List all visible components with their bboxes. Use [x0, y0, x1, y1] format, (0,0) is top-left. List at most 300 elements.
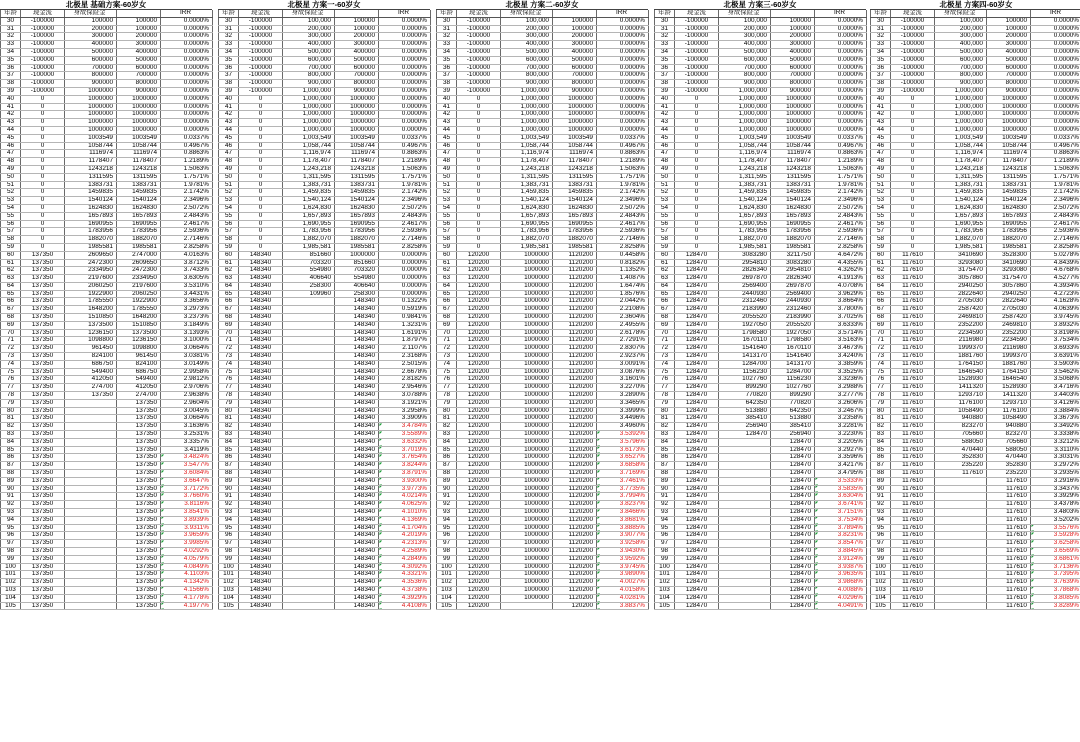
table-cell[interactable]: 73: [655, 353, 675, 361]
table-cell[interactable]: 1383731: [117, 181, 161, 189]
table-cell[interactable]: 72: [871, 345, 891, 353]
table-cell[interactable]: 83: [655, 431, 675, 439]
table-cell[interactable]: 51: [871, 181, 891, 189]
table-cell[interactable]: 900000: [987, 87, 1031, 95]
table-cell[interactable]: 1243218: [771, 165, 815, 173]
table-cell[interactable]: 2569400: [771, 290, 815, 298]
table-cell[interactable]: 3.5835%: [815, 485, 867, 493]
table-cell[interactable]: 4.0027%: [597, 579, 649, 587]
table-cell[interactable]: [283, 586, 335, 594]
table-cell[interactable]: 67: [655, 306, 675, 314]
table-cell[interactable]: 3.5477%: [161, 462, 213, 470]
table-cell[interactable]: 39: [1, 87, 21, 95]
table-cell[interactable]: 128470: [675, 501, 719, 509]
table-cell[interactable]: 0: [675, 103, 719, 111]
table-cell[interactable]: 600000: [65, 56, 117, 64]
table-cell[interactable]: 53: [437, 197, 457, 205]
table-cell[interactable]: 148340: [335, 563, 379, 571]
table-cell[interactable]: 1120200: [553, 353, 597, 361]
table-cell[interactable]: 0: [239, 165, 283, 173]
table-cell[interactable]: 33: [437, 41, 457, 49]
table-cell[interactable]: 0: [891, 119, 935, 127]
table-cell[interactable]: 961450: [117, 353, 161, 361]
table-cell[interactable]: 400,000: [501, 41, 553, 49]
table-cell[interactable]: 137350: [21, 477, 65, 485]
table-cell[interactable]: 300000: [65, 33, 117, 41]
table-cell[interactable]: 3.7654%: [379, 454, 431, 462]
table-cell[interactable]: 500000: [335, 56, 379, 64]
table-cell[interactable]: 43: [871, 119, 891, 127]
table-cell[interactable]: 137350: [117, 431, 161, 439]
table-cell[interactable]: 0.0000%: [379, 48, 431, 56]
table-cell[interactable]: 3.2935%: [1031, 470, 1080, 478]
table-cell[interactable]: -100000: [891, 48, 935, 56]
table-cell[interactable]: 32: [1, 33, 21, 41]
table-cell[interactable]: 148340: [335, 532, 379, 540]
table-cell[interactable]: 54: [871, 204, 891, 212]
table-cell[interactable]: 120200: [457, 353, 501, 361]
table-cell[interactable]: 0.0000%: [1031, 48, 1080, 56]
table-cell[interactable]: [935, 602, 987, 610]
table-cell[interactable]: 3.7894%: [815, 524, 867, 532]
table-cell[interactable]: [283, 314, 335, 322]
table-cell[interactable]: 412050: [117, 384, 161, 392]
table-cell[interactable]: [65, 438, 117, 446]
table-cell[interactable]: 137350: [21, 415, 65, 423]
table-cell[interactable]: 148340: [239, 267, 283, 275]
table-cell[interactable]: 2.7146%: [161, 236, 213, 244]
column-header[interactable]: IRR: [815, 10, 867, 17]
table-cell[interactable]: 80: [437, 407, 457, 415]
table-cell[interactable]: 1882070: [553, 236, 597, 244]
table-cell[interactable]: 46: [437, 142, 457, 150]
table-cell[interactable]: 55: [1, 212, 21, 220]
table-cell[interactable]: 148340: [239, 392, 283, 400]
table-cell[interactable]: -100000: [457, 56, 501, 64]
table-cell[interactable]: 700000: [335, 72, 379, 80]
table-cell[interactable]: 1120200: [553, 399, 597, 407]
table-cell[interactable]: 137350: [117, 423, 161, 431]
table-cell[interactable]: 120200: [457, 290, 501, 298]
table-cell[interactable]: 117610: [891, 353, 935, 361]
table-cell[interactable]: 49: [1, 165, 21, 173]
table-cell[interactable]: 1.9781%: [815, 181, 867, 189]
table-cell[interactable]: -100000: [891, 64, 935, 72]
table-cell[interactable]: 0.0000%: [815, 48, 867, 56]
table-cell[interactable]: 1000000: [501, 470, 553, 478]
table-cell[interactable]: 30: [655, 17, 675, 25]
table-cell[interactable]: 137350: [117, 493, 161, 501]
table-cell[interactable]: 4.3934%: [1031, 282, 1080, 290]
table-cell[interactable]: 128470: [675, 353, 719, 361]
table-cell[interactable]: 0: [457, 150, 501, 158]
table-cell[interactable]: 148340: [335, 594, 379, 602]
table-cell[interactable]: 1999370: [987, 353, 1031, 361]
table-cell[interactable]: 2352200: [935, 321, 987, 329]
table-cell[interactable]: 4.0579%: [161, 555, 213, 563]
table-cell[interactable]: 2.1742%: [815, 189, 867, 197]
table-cell[interactable]: 1882070: [987, 236, 1031, 244]
table-cell[interactable]: 68: [219, 314, 239, 322]
table-cell[interactable]: 0: [675, 181, 719, 189]
table-cell[interactable]: 148340: [335, 368, 379, 376]
table-cell[interactable]: [65, 555, 117, 563]
table-cell[interactable]: 2569400: [719, 282, 771, 290]
table-cell[interactable]: 600000: [987, 64, 1031, 72]
table-cell[interactable]: 91: [655, 493, 675, 501]
table-cell[interactable]: 128470: [675, 314, 719, 322]
table-cell[interactable]: 3.2373%: [161, 314, 213, 322]
table-cell[interactable]: 117610: [891, 501, 935, 509]
table-cell[interactable]: 554980: [283, 267, 335, 275]
table-cell[interactable]: 117610: [891, 579, 935, 587]
table-cell[interactable]: 82: [1, 423, 21, 431]
table-cell[interactable]: 31: [437, 25, 457, 33]
table-cell[interactable]: 3.8085%: [1031, 594, 1080, 602]
table-cell[interactable]: 92: [437, 501, 457, 509]
table-cell[interactable]: 1922900: [65, 290, 117, 298]
table-cell[interactable]: 109960: [283, 290, 335, 298]
table-cell[interactable]: [283, 392, 335, 400]
table-cell[interactable]: 5.0278%: [1031, 251, 1080, 259]
table-cell[interactable]: 1,985,581: [501, 243, 553, 251]
table-cell[interactable]: 128470: [771, 594, 815, 602]
table-cell[interactable]: 128470: [675, 392, 719, 400]
table-cell[interactable]: 3.5310%: [161, 282, 213, 290]
table-cell[interactable]: 137350: [65, 392, 117, 400]
table-cell[interactable]: [65, 547, 117, 555]
table-cell[interactable]: 554980: [335, 275, 379, 283]
table-cell[interactable]: 98: [1, 547, 21, 555]
table-cell[interactable]: 1.2189%: [161, 158, 213, 166]
table-cell[interactable]: 120200: [457, 446, 501, 454]
table-cell[interactable]: 1411320: [987, 392, 1031, 400]
table-cell[interactable]: 1000000: [553, 119, 597, 127]
table-cell[interactable]: 1764150: [987, 368, 1031, 376]
table-cell[interactable]: 3.9311%: [161, 524, 213, 532]
table-cell[interactable]: 148340: [239, 501, 283, 509]
table-cell[interactable]: 0: [891, 165, 935, 173]
table-cell[interactable]: 1624830: [117, 204, 161, 212]
table-cell[interactable]: 1,000,000: [501, 87, 553, 95]
table-cell[interactable]: 2.5936%: [379, 228, 431, 236]
table-cell[interactable]: 1178407: [335, 158, 379, 166]
table-cell[interactable]: 700,000: [719, 64, 771, 72]
table-cell[interactable]: 103: [655, 586, 675, 594]
table-cell[interactable]: 1540124: [65, 197, 117, 205]
table-cell[interactable]: 137350: [117, 532, 161, 540]
table-cell[interactable]: 1000000: [501, 571, 553, 579]
table-cell[interactable]: 80: [655, 407, 675, 415]
table-cell[interactable]: 3.4824%: [161, 454, 213, 462]
table-cell[interactable]: 3.9387%: [815, 563, 867, 571]
table-cell[interactable]: 92: [219, 501, 239, 509]
table-cell[interactable]: 1000000: [501, 501, 553, 509]
table-cell[interactable]: 57: [437, 228, 457, 236]
table-cell[interactable]: 1,003,549: [501, 134, 553, 142]
table-cell[interactable]: 2.5015%: [379, 360, 431, 368]
table-cell[interactable]: 1,116,974: [719, 150, 771, 158]
table-cell[interactable]: 120200: [457, 509, 501, 517]
table-cell[interactable]: 53: [655, 197, 675, 205]
table-cell[interactable]: 3.6084%: [161, 470, 213, 478]
table-cell[interactable]: 300,000: [719, 33, 771, 41]
table-cell[interactable]: 3293080: [935, 259, 987, 267]
table-cell[interactable]: 37: [437, 72, 457, 80]
table-cell[interactable]: 1459835: [771, 189, 815, 197]
table-cell[interactable]: 3.4431%: [161, 290, 213, 298]
table-cell[interactable]: 3.5462%: [1031, 368, 1080, 376]
table-cell[interactable]: [719, 493, 771, 501]
table-cell[interactable]: 58: [655, 236, 675, 244]
table-cell[interactable]: 99: [437, 555, 457, 563]
column-header[interactable]: 年龄: [871, 10, 891, 17]
table-cell[interactable]: 1690955: [117, 220, 161, 228]
table-cell[interactable]: 148340: [335, 345, 379, 353]
table-cell[interactable]: 4.0088%: [815, 586, 867, 594]
table-cell[interactable]: 1156230: [771, 376, 815, 384]
column-header[interactable]: 身故保险金: [501, 10, 553, 17]
table-cell[interactable]: 1000000: [501, 446, 553, 454]
table-cell[interactable]: 120200: [457, 540, 501, 548]
table-cell[interactable]: 3.7639%: [1031, 579, 1080, 587]
table-cell[interactable]: 52: [655, 189, 675, 197]
table-cell[interactable]: 60: [871, 251, 891, 259]
table-cell[interactable]: 62: [219, 267, 239, 275]
table-cell[interactable]: 117610: [891, 399, 935, 407]
table-cell[interactable]: 128470: [771, 501, 815, 509]
table-cell[interactable]: 117610: [987, 509, 1031, 517]
table-cell[interactable]: 1,459,835: [935, 189, 987, 197]
table-cell[interactable]: 0: [239, 197, 283, 205]
table-cell[interactable]: 800000: [335, 80, 379, 88]
table-cell[interactable]: 1.5063%: [1031, 165, 1080, 173]
table-cell[interactable]: 51: [1, 181, 21, 189]
table-cell[interactable]: [283, 399, 335, 407]
table-cell[interactable]: 33: [655, 41, 675, 49]
table-cell[interactable]: 120200: [553, 602, 597, 610]
table-cell[interactable]: 0.0000%: [815, 33, 867, 41]
table-cell[interactable]: 117610: [891, 415, 935, 423]
table-cell[interactable]: 1120200: [553, 267, 597, 275]
table-cell[interactable]: 117610: [891, 360, 935, 368]
table-cell[interactable]: 148340: [335, 353, 379, 361]
table-cell[interactable]: 0.0000%: [379, 282, 431, 290]
table-cell[interactable]: 148340: [335, 321, 379, 329]
table-cell[interactable]: 1,882,070: [719, 236, 771, 244]
table-cell[interactable]: 3.4496%: [597, 415, 649, 423]
table-cell[interactable]: 1000000: [501, 579, 553, 587]
table-cell[interactable]: 1120200: [553, 540, 597, 548]
table-cell[interactable]: [283, 415, 335, 423]
table-cell[interactable]: 148340: [239, 602, 283, 610]
table-cell[interactable]: 95: [1, 524, 21, 532]
table-cell[interactable]: 48: [655, 158, 675, 166]
table-cell[interactable]: 79: [655, 399, 675, 407]
table-cell[interactable]: 1120200: [553, 392, 597, 400]
table-cell[interactable]: 0: [675, 119, 719, 127]
table-cell[interactable]: 0.0337%: [161, 134, 213, 142]
table-cell[interactable]: 77: [1, 384, 21, 392]
table-cell[interactable]: 2060250: [65, 282, 117, 290]
table-cell[interactable]: 89: [655, 477, 675, 485]
table-cell[interactable]: 3083280: [771, 259, 815, 267]
table-cell[interactable]: 1.7571%: [597, 173, 649, 181]
table-cell[interactable]: 0.0000%: [815, 103, 867, 111]
table-cell[interactable]: 3.2927%: [815, 446, 867, 454]
table-cell[interactable]: 38: [437, 80, 457, 88]
table-cell[interactable]: -100000: [21, 80, 65, 88]
table-cell[interactable]: 1243218: [987, 165, 1031, 173]
table-cell[interactable]: 3.2358%: [815, 415, 867, 423]
table-cell[interactable]: [283, 360, 335, 368]
table-cell[interactable]: 120200: [457, 555, 501, 563]
table-cell[interactable]: 2234590: [987, 337, 1031, 345]
table-cell[interactable]: 128470: [675, 594, 719, 602]
table-cell[interactable]: 0: [891, 204, 935, 212]
table-cell[interactable]: 148340: [239, 446, 283, 454]
table-cell[interactable]: 87: [1, 462, 21, 470]
table-cell[interactable]: [719, 532, 771, 540]
table-cell[interactable]: 1000000: [987, 111, 1031, 119]
table-cell[interactable]: 2.4955%: [597, 321, 649, 329]
table-cell[interactable]: 3.3212%: [1031, 438, 1080, 446]
table-cell[interactable]: 32: [437, 33, 457, 41]
table-cell[interactable]: 851660: [335, 259, 379, 267]
table-cell[interactable]: 83: [1, 431, 21, 439]
table-cell[interactable]: 68: [437, 314, 457, 322]
table-cell[interactable]: 54: [219, 204, 239, 212]
table-cell[interactable]: 3.5333%: [815, 477, 867, 485]
table-cell[interactable]: 700000: [553, 72, 597, 80]
table-cell[interactable]: 55: [655, 212, 675, 220]
table-cell[interactable]: 0.0000%: [597, 87, 649, 95]
table-cell[interactable]: 63: [1, 275, 21, 283]
table-cell[interactable]: 3.9773%: [379, 485, 431, 493]
table-cell[interactable]: 1000000: [335, 119, 379, 127]
table-cell[interactable]: 1000000: [501, 360, 553, 368]
table-cell[interactable]: 1178407: [65, 158, 117, 166]
table-cell[interactable]: 3.7868%: [1031, 586, 1080, 594]
table-cell[interactable]: [719, 454, 771, 462]
table-cell[interactable]: 36: [219, 64, 239, 72]
table-cell[interactable]: 2197600: [65, 275, 117, 283]
table-cell[interactable]: 128470: [675, 438, 719, 446]
table-cell[interactable]: -100000: [675, 33, 719, 41]
table-cell[interactable]: 56: [655, 220, 675, 228]
table-cell[interactable]: 137350: [21, 353, 65, 361]
table-cell[interactable]: 65: [655, 290, 675, 298]
table-cell[interactable]: 300,000: [283, 33, 335, 41]
table-cell[interactable]: [65, 446, 117, 454]
table-cell[interactable]: 117610: [987, 516, 1031, 524]
table-cell[interactable]: 81: [219, 415, 239, 423]
table-cell[interactable]: 38: [871, 80, 891, 88]
table-cell[interactable]: -100000: [891, 41, 935, 49]
table-cell[interactable]: 470440: [987, 454, 1031, 462]
table-cell[interactable]: 120200: [457, 563, 501, 571]
table-cell[interactable]: 117610: [987, 571, 1031, 579]
table-cell[interactable]: 2.1742%: [597, 189, 649, 197]
table-cell[interactable]: 2.5072%: [597, 204, 649, 212]
table-cell[interactable]: 1000000: [501, 399, 553, 407]
table-cell[interactable]: 1003549: [65, 134, 117, 142]
table-cell[interactable]: 0: [457, 212, 501, 220]
table-cell[interactable]: -100000: [21, 87, 65, 95]
table-cell[interactable]: 1000000: [501, 555, 553, 563]
table-cell[interactable]: 97: [437, 540, 457, 548]
table-cell[interactable]: [65, 399, 117, 407]
table-cell[interactable]: 3.3859%: [815, 360, 867, 368]
table-cell[interactable]: 3.3357%: [161, 438, 213, 446]
table-cell[interactable]: 128470: [675, 477, 719, 485]
table-cell[interactable]: 3211750: [771, 251, 815, 259]
table-cell[interactable]: 406640: [283, 275, 335, 283]
table-cell[interactable]: 100: [655, 563, 675, 571]
table-cell[interactable]: 0: [457, 142, 501, 150]
table-cell[interactable]: 1922900: [117, 298, 161, 306]
table-cell[interactable]: 70: [219, 329, 239, 337]
table-cell[interactable]: 43: [1, 119, 21, 127]
table-cell[interactable]: 900000: [553, 87, 597, 95]
table-cell[interactable]: 137350: [117, 415, 161, 423]
table-cell[interactable]: 39: [871, 87, 891, 95]
table-cell[interactable]: 137350: [117, 454, 161, 462]
table-cell[interactable]: 137350: [21, 501, 65, 509]
table-cell[interactable]: [283, 368, 335, 376]
table-cell[interactable]: 0.4458%: [597, 251, 649, 259]
table-cell[interactable]: 99: [219, 555, 239, 563]
table-cell[interactable]: 0: [457, 158, 501, 166]
table-cell[interactable]: 47: [219, 150, 239, 158]
table-cell[interactable]: 3.2916%: [1031, 477, 1080, 485]
table-cell[interactable]: 0.9841%: [379, 314, 431, 322]
table-cell[interactable]: 1120200: [553, 547, 597, 555]
table-cell[interactable]: 117610: [987, 602, 1031, 610]
table-cell[interactable]: 117610: [935, 470, 987, 478]
table-cell[interactable]: 2.9706%: [161, 384, 213, 392]
table-cell[interactable]: 1000000: [501, 353, 553, 361]
table-cell[interactable]: 99: [655, 555, 675, 563]
table-cell[interactable]: 2334950: [117, 275, 161, 283]
table-cell[interactable]: 3.9077%: [597, 532, 649, 540]
table-cell[interactable]: 81: [871, 415, 891, 423]
table-cell[interactable]: 500000: [553, 56, 597, 64]
table-cell[interactable]: 137350: [117, 586, 161, 594]
table-cell[interactable]: 1000000: [771, 95, 815, 103]
table-cell[interactable]: 412050: [65, 376, 117, 384]
table-cell[interactable]: 3.6304%: [815, 493, 867, 501]
table-cell[interactable]: 4.0158%: [597, 586, 649, 594]
table-cell[interactable]: 1120200: [553, 314, 597, 322]
table-cell[interactable]: 32: [219, 33, 239, 41]
table-cell[interactable]: 148340: [335, 602, 379, 610]
table-cell[interactable]: -100000: [21, 17, 65, 25]
table-cell[interactable]: 0: [675, 126, 719, 134]
table-cell[interactable]: 117610: [987, 532, 1031, 540]
table-cell[interactable]: 137350: [21, 251, 65, 259]
table-cell[interactable]: 3.5714%: [815, 329, 867, 337]
table-cell[interactable]: [935, 532, 987, 540]
table-cell[interactable]: [65, 571, 117, 579]
table-cell[interactable]: 120200: [457, 477, 501, 485]
table-cell[interactable]: 1690955: [553, 220, 597, 228]
table-cell[interactable]: 3.1000%: [161, 337, 213, 345]
table-cell[interactable]: 51: [655, 181, 675, 189]
table-cell[interactable]: 76: [219, 376, 239, 384]
table-cell[interactable]: 98: [871, 547, 891, 555]
table-cell[interactable]: 1985581: [117, 243, 161, 251]
